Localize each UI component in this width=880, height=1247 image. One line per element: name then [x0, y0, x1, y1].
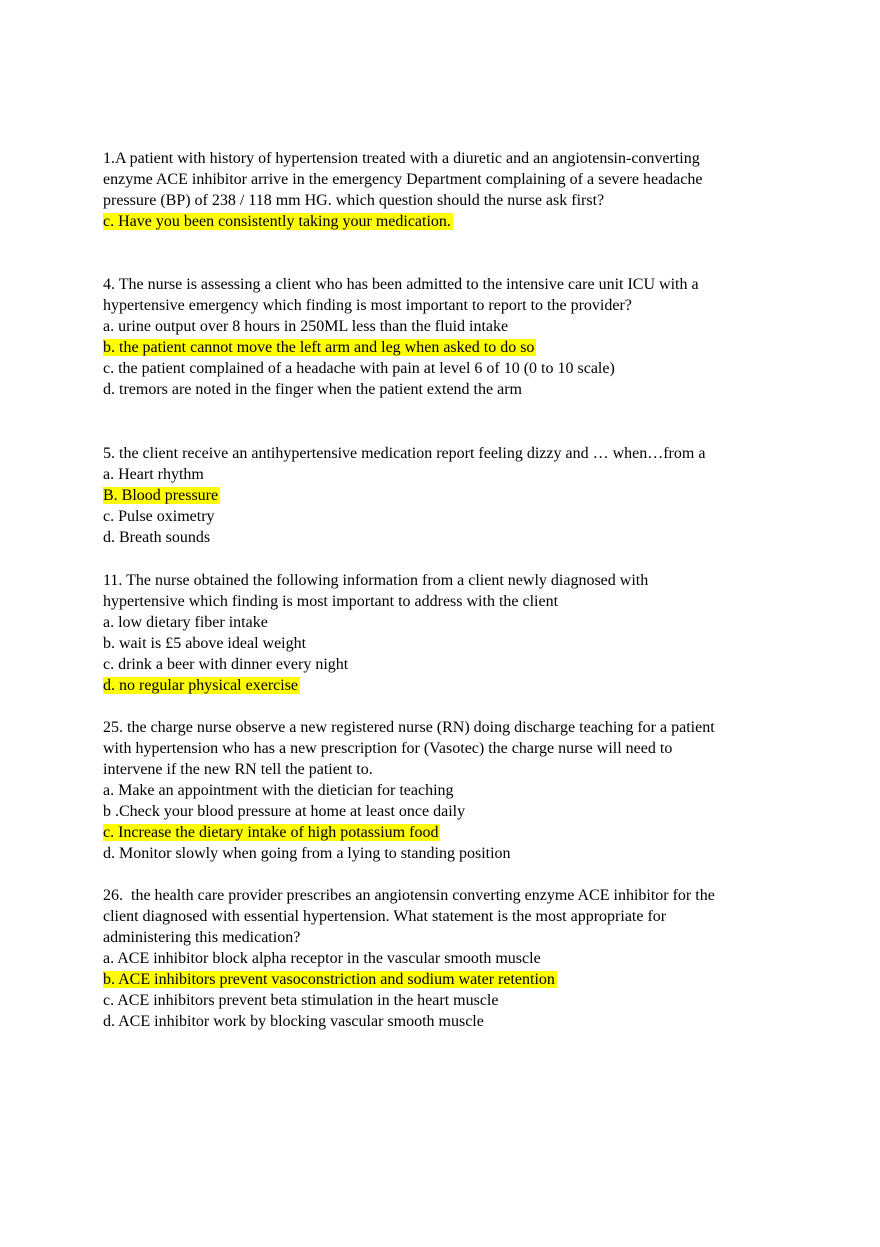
question-25: [103, 717, 715, 864]
answer-option-highlighted: c. Have you been consistently taking your medication.: [103, 213, 451, 230]
answer-option: a. urine output over 8 hours in 250ML less than the fluid intake: [103, 318, 509, 335]
question-stem-line: pressure (BP) of 238 / 118 mm HG. which question should the nurse ask first?: [103, 192, 605, 209]
question-stem-line: 25. the charge nurse observe a new registered nurse (RN) doing discharge teaching for a patient: [103, 719, 715, 736]
question-stem-line: intervene if the new RN tell the patient to.: [103, 761, 373, 778]
question-26: [103, 885, 715, 1032]
question-1: [103, 148, 702, 232]
answer-option: c. the patient complained of a headache with pain at level 6 of 10 (0 to 10 scale): [103, 360, 615, 377]
answer-option-highlighted: d. no regular physical exercise: [103, 677, 299, 694]
answer-option: a. low dietary fiber intake: [103, 614, 268, 631]
question-stem-line: 4. The nurse is assessing a client who has been admitted to the intensive care unit ICU with a: [103, 276, 699, 293]
question-stem-line: enzyme ACE inhibitor arrive in the emergency Department complaining of a severe headache: [103, 171, 703, 188]
question-11: [103, 570, 648, 696]
question-stem-line: 11. The nurse obtained the following information from a client newly diagnosed with: [103, 572, 649, 589]
answer-option: c. drink a beer with dinner every night: [103, 656, 349, 673]
answer-option-highlighted: c. Increase the dietary intake of high potassium food: [103, 824, 439, 841]
answer-option: a. ACE inhibitor block alpha receptor in the vascular smooth muscle: [103, 950, 541, 967]
question-stem-line: hypertensive which finding is most important to address with the client: [103, 593, 559, 610]
answer-option: c. Pulse oximetry: [103, 508, 215, 525]
question-4: [103, 274, 699, 400]
answer-option: b .Check your blood pressure at home at least once daily: [103, 803, 466, 820]
answer-option: c. ACE inhibitors prevent beta stimulation in the heart muscle: [103, 992, 499, 1009]
question-stem-line: 5. the client receive an antihypertensive medication report feeling dizzy and … when…from a: [103, 445, 706, 462]
question-stem-line: 1.A patient with history of hypertension treated with a diuretic and an angiotensin-converting: [103, 150, 700, 167]
answer-option: d. ACE inhibitor work by blocking vascular smooth muscle: [103, 1013, 484, 1030]
answer-option: a. Make an appointment with the dietician for teaching: [103, 782, 454, 799]
answer-option-highlighted: B. Blood pressure: [103, 487, 219, 504]
answer-option: d. tremors are noted in the finger when the patient extend the arm: [103, 381, 522, 398]
question-stem-line: with hypertension who has a new prescription for (Vasotec) the charge nurse will need to: [103, 740, 673, 757]
question-stem-line: hypertensive emergency which finding is most important to report to the provider?: [103, 297, 632, 314]
answer-option: b. wait is £5 above ideal weight: [103, 635, 307, 652]
question-stem-line: client diagnosed with essential hypertension. What statement is the most appropriate for: [103, 908, 667, 925]
question-stem-line: 26. the health care provider prescribes an angiotensin converting enzyme ACE inhibitor for the: [103, 887, 715, 904]
answer-option: a. Heart rhythm: [103, 466, 204, 483]
question-5: [103, 443, 705, 548]
answer-option: d. Monitor slowly when going from a lying to standing position: [103, 845, 511, 862]
answer-option: d. Breath sounds: [103, 529, 211, 546]
answer-option-highlighted: b. ACE inhibitors prevent vasoconstriction and sodium water retention: [103, 971, 555, 988]
question-stem-line: administering this medication?: [103, 929, 301, 946]
answer-option-highlighted: b. the patient cannot move the left arm and leg when asked to do so: [103, 339, 535, 356]
